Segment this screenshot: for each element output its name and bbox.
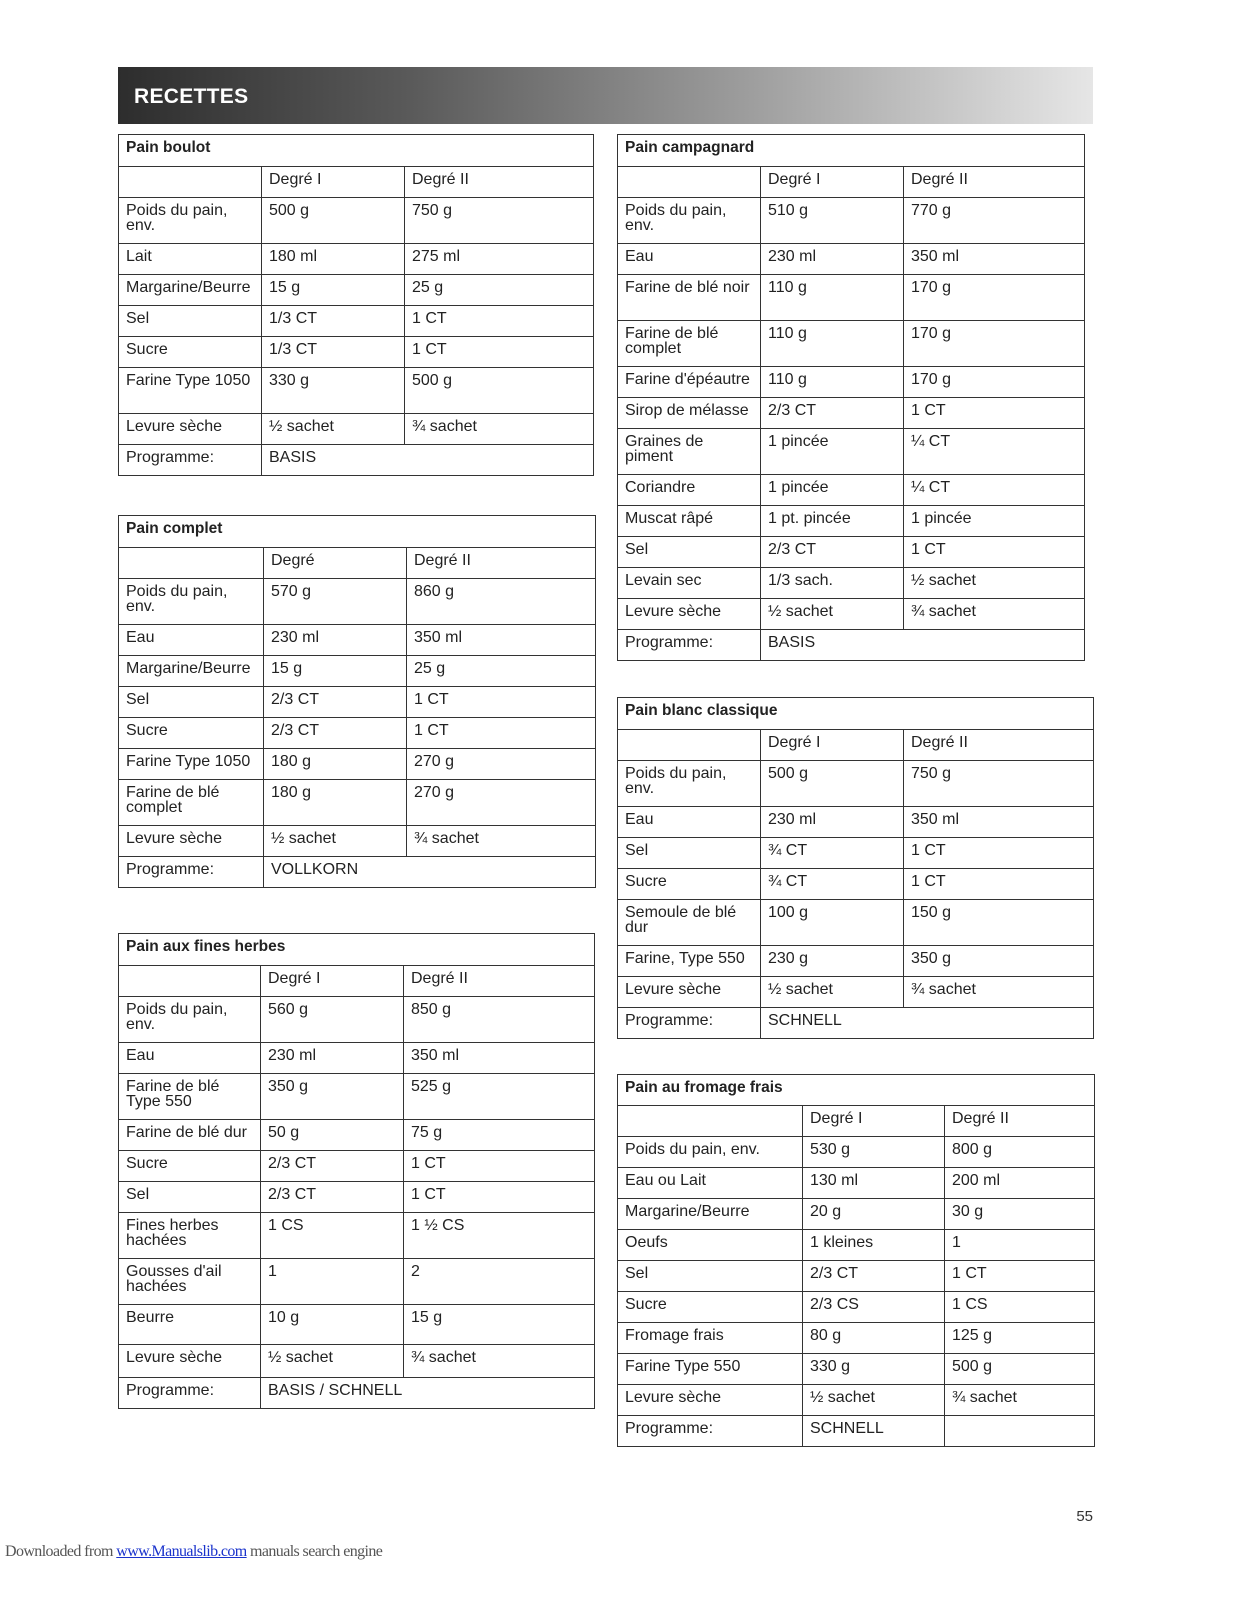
ingredient-qty-degree-1: 15 g [264, 656, 407, 687]
ingredient-row [618, 1199, 1095, 1230]
ingredient-qty-degree-1: ½ sachet [761, 599, 904, 630]
ingredient-row [618, 1261, 1095, 1292]
program-row [618, 1008, 1094, 1039]
ingredient-qty-degree-1: 1 [261, 1259, 404, 1305]
ingredient-qty-degree-2: 170 g [904, 321, 1085, 367]
ingredient-row [618, 838, 1094, 869]
column-header-row [119, 548, 596, 579]
ingredient-qty-degree-1: 80 g [803, 1323, 945, 1354]
header-degree-2: Degré II [407, 548, 596, 579]
ingredient-name: Levure sèche [618, 977, 761, 1008]
ingredient-name: Poids du pain, env. [119, 997, 261, 1043]
ingredient-qty-degree-1: 1 kleines [803, 1230, 945, 1261]
ingredient-qty-degree-1: 350 g [261, 1074, 404, 1120]
ingredient-qty-degree-2: 170 g [904, 275, 1085, 321]
ingredient-row [618, 275, 1085, 321]
ingredient-qty-degree-1: 50 g [261, 1120, 404, 1151]
recipe-title: Pain aux fines herbes [119, 934, 595, 966]
ingredient-name: Poids du pain, env. [618, 198, 761, 244]
ingredient-qty-degree-2: ¼ CT [904, 475, 1085, 506]
recipe-title: Pain complet [119, 516, 596, 548]
ingredient-name: Margarine/Beurre [119, 275, 262, 306]
ingredient-name: Poids du pain, env. [618, 1137, 803, 1168]
ingredient-name: Oeufs [618, 1230, 803, 1261]
ingredient-row [618, 900, 1094, 946]
ingredient-qty-degree-2: 75 g [404, 1120, 595, 1151]
header-degree-1: Degré [264, 548, 407, 579]
recipe-title: Pain au fromage frais [618, 1075, 1095, 1106]
ingredient-qty-degree-2: ¾ sachet [404, 1345, 595, 1378]
ingredient-row [618, 244, 1085, 275]
ingredient-qty-degree-1: 330 g [262, 368, 405, 414]
ingredient-row [618, 198, 1085, 244]
header-degree-2: Degré II [404, 966, 595, 997]
ingredient-qty-degree-1: 500 g [262, 198, 405, 244]
ingredient-name: Farine de blé Type 550 [119, 1074, 261, 1120]
recipe-table-pain-au-fromage-frais [617, 1074, 1095, 1447]
ingredient-row [618, 1385, 1095, 1416]
ingredient-row [119, 1305, 595, 1345]
ingredient-row [119, 749, 596, 780]
ingredient-qty-degree-2: 1 [945, 1230, 1095, 1261]
ingredient-name: Fromage frais [618, 1323, 803, 1354]
ingredient-name: Sucre [119, 1151, 261, 1182]
ingredient-row [618, 761, 1094, 807]
ingredient-qty-degree-1: 110 g [761, 367, 904, 398]
ingredient-name: Muscat râpé [618, 506, 761, 537]
ingredient-qty-degree-2: ¾ sachet [904, 977, 1094, 1008]
ingredient-name: Graines de piment [618, 429, 761, 475]
page-number: 55 [1076, 1508, 1093, 1525]
ingredient-row [618, 1292, 1095, 1323]
ingredient-qty-degree-2: 170 g [904, 367, 1085, 398]
ingredient-qty-degree-1: 1/3 sach. [761, 568, 904, 599]
ingredient-qty-degree-1: 330 g [803, 1354, 945, 1385]
ingredient-row [618, 977, 1094, 1008]
ingredient-name: Farine, Type 550 [618, 946, 761, 977]
ingredient-qty-degree-2: 350 g [904, 946, 1094, 977]
ingredient-qty-degree-2: 1 CT [404, 1151, 595, 1182]
ingredient-qty-degree-2: ¾ sachet [405, 414, 594, 445]
ingredient-row [119, 414, 594, 445]
ingredient-name: Farine Type 550 [618, 1354, 803, 1385]
recipe-table-pain-campagnard [617, 134, 1085, 661]
header-blank-cell [618, 1106, 803, 1137]
ingredient-row [119, 337, 594, 368]
ingredient-qty-degree-1: 2/3 CT [261, 1182, 404, 1213]
program-row [119, 857, 596, 888]
ingredient-name: Sel [119, 1182, 261, 1213]
ingredient-qty-degree-1: ½ sachet [761, 977, 904, 1008]
ingredient-qty-degree-2: 1 CT [904, 869, 1094, 900]
ingredient-qty-degree-2: 350 ml [904, 244, 1085, 275]
header-blank-cell [618, 167, 761, 198]
ingredient-row [119, 275, 594, 306]
ingredient-name: Sirop de mélasse [618, 398, 761, 429]
ingredient-qty-degree-1: 1 CS [261, 1213, 404, 1259]
ingredient-qty-degree-1: ½ sachet [264, 826, 407, 857]
ingredient-qty-degree-1: 230 ml [761, 244, 904, 275]
ingredient-name: Levure sèche [119, 826, 264, 857]
ingredient-qty-degree-1: 1 pincée [761, 429, 904, 475]
ingredient-name: Farine Type 1050 [119, 368, 262, 414]
ingredient-qty-degree-1: 510 g [761, 198, 904, 244]
ingredient-row [119, 625, 596, 656]
ingredient-name: Farine de blé noir [618, 275, 761, 321]
header-degree-1: Degré I [262, 167, 405, 198]
header-degree-1: Degré I [803, 1106, 945, 1137]
header-degree-1: Degré I [761, 730, 904, 761]
header-degree-2: Degré II [945, 1106, 1095, 1137]
ingredient-qty-degree-1: 530 g [803, 1137, 945, 1168]
program-row [618, 1416, 1095, 1447]
ingredient-row [119, 687, 596, 718]
ingredient-qty-degree-1: 2/3 CT [761, 398, 904, 429]
program-label: Programme: [119, 1378, 261, 1409]
ingredient-name: Sucre [119, 718, 264, 749]
program-label: Programme: [119, 445, 262, 476]
ingredient-qty-degree-2: ¾ sachet [904, 599, 1085, 630]
ingredient-row [618, 367, 1085, 398]
ingredient-qty-degree-2: 1 CT [904, 537, 1085, 568]
ingredient-name: Gousses d'ail hachées [119, 1259, 261, 1305]
ingredient-row [618, 807, 1094, 838]
ingredient-qty-degree-2: ¾ sachet [407, 826, 596, 857]
ingredient-row [618, 429, 1085, 475]
ingredient-qty-degree-1: 180 g [264, 780, 407, 826]
footer-prefix: Downloaded from [5, 1543, 117, 1560]
ingredient-name: Sel [618, 537, 761, 568]
column-header-row [618, 1106, 1095, 1137]
ingredient-qty-degree-1: ¾ CT [761, 869, 904, 900]
ingredient-qty-degree-2: 500 g [945, 1354, 1095, 1385]
ingredient-qty-degree-2: 275 ml [405, 244, 594, 275]
program-row [119, 1378, 595, 1409]
ingredient-qty-degree-1: 230 ml [264, 625, 407, 656]
ingredient-qty-degree-2: 1 CT [407, 687, 596, 718]
ingredient-name: Levure sèche [119, 1345, 261, 1378]
ingredient-qty-degree-1: ½ sachet [261, 1345, 404, 1378]
footer-suffix: manuals search engine [246, 1543, 383, 1560]
ingredient-name: Margarine/Beurre [119, 656, 264, 687]
page-title: RECETTES [134, 85, 249, 108]
column-header-row [119, 167, 594, 198]
ingredient-name: Sel [618, 838, 761, 869]
ingredient-qty-degree-2: 1 CT [945, 1261, 1095, 1292]
ingredient-name: Lait [119, 244, 262, 275]
recipe-table-pain-complet [118, 515, 596, 888]
ingredient-row [618, 1137, 1095, 1168]
ingredient-row [618, 946, 1094, 977]
ingredient-name: Eau [119, 1043, 261, 1074]
ingredient-qty-degree-2: 500 g [405, 368, 594, 414]
ingredient-qty-degree-1: 230 ml [261, 1043, 404, 1074]
ingredient-qty-degree-1: 230 g [761, 946, 904, 977]
ingredient-qty-degree-1: 100 g [761, 900, 904, 946]
ingredient-name: Sucre [119, 337, 262, 368]
ingredient-qty-degree-2: 750 g [904, 761, 1094, 807]
header-blank-cell [119, 167, 262, 198]
ingredient-qty-degree-1: 20 g [803, 1199, 945, 1230]
recipe-table-pain-aux-fines-herbes [118, 933, 595, 1409]
ingredient-row [618, 475, 1085, 506]
program-value: SCHNELL [803, 1416, 945, 1447]
ingredient-name: Poids du pain, env. [119, 579, 264, 625]
header-degree-2: Degré II [405, 167, 594, 198]
header-blank-cell [618, 730, 761, 761]
ingredient-qty-degree-2: ¼ CT [904, 429, 1085, 475]
ingredient-row [119, 1120, 595, 1151]
ingredient-qty-degree-2: 25 g [405, 275, 594, 306]
ingredient-row [119, 780, 596, 826]
ingredient-row [119, 997, 595, 1043]
ingredient-name: Eau ou Lait [618, 1168, 803, 1199]
program-label: Programme: [618, 1416, 803, 1447]
ingredient-row [618, 321, 1085, 367]
ingredient-qty-degree-1: 10 g [261, 1305, 404, 1345]
ingredient-name: Poids du pain, env. [119, 198, 262, 244]
ingredient-qty-degree-2: 30 g [945, 1199, 1095, 1230]
ingredient-qty-degree-1: 560 g [261, 997, 404, 1043]
ingredient-qty-degree-1: 230 ml [761, 807, 904, 838]
ingredient-qty-degree-2: 125 g [945, 1323, 1095, 1354]
ingredient-qty-degree-2: ½ sachet [904, 568, 1085, 599]
ingredient-qty-degree-1: 1 pincée [761, 475, 904, 506]
ingredient-qty-degree-1: 1 pt. pincée [761, 506, 904, 537]
ingredient-qty-degree-2: 270 g [407, 749, 596, 780]
recipe-table-pain-boulot [118, 134, 594, 476]
header-degree-1: Degré I [761, 167, 904, 198]
ingredient-name: Levure sèche [119, 414, 262, 445]
ingredient-row [618, 506, 1085, 537]
ingredient-qty-degree-2: 270 g [407, 780, 596, 826]
ingredient-qty-degree-2: 800 g [945, 1137, 1095, 1168]
ingredient-qty-degree-1: 500 g [761, 761, 904, 807]
header-degree-1: Degré I [261, 966, 404, 997]
ingredient-qty-degree-1: 2/3 CT [761, 537, 904, 568]
program-value: BASIS [262, 445, 594, 476]
ingredient-row [119, 718, 596, 749]
ingredient-row [119, 1043, 595, 1074]
ingredient-name: Sucre [618, 869, 761, 900]
ingredient-name: Sel [119, 306, 262, 337]
ingredient-name: Farine de blé dur [119, 1120, 261, 1151]
ingredient-qty-degree-1: ¾ CT [761, 838, 904, 869]
ingredient-qty-degree-1: 570 g [264, 579, 407, 625]
ingredient-name: Beurre [119, 1305, 261, 1345]
ingredient-qty-degree-2: 150 g [904, 900, 1094, 946]
recipe-table-pain-blanc-classique [617, 697, 1094, 1039]
ingredient-name: Eau [119, 625, 264, 656]
ingredient-row [119, 198, 594, 244]
ingredient-name: Poids du pain, env. [618, 761, 761, 807]
recipe-title: Pain campagnard [618, 135, 1085, 167]
ingredient-qty-degree-2: 350 ml [404, 1043, 595, 1074]
ingredient-row [618, 398, 1085, 429]
ingredient-qty-degree-2: 1 CT [904, 838, 1094, 869]
manualslib-link[interactable]: www.Manualslib.com [116, 1543, 247, 1560]
ingredient-name: Sel [119, 687, 264, 718]
ingredient-qty-degree-2: 1 CT [405, 306, 594, 337]
ingredient-name: Margarine/Beurre [618, 1199, 803, 1230]
ingredient-qty-degree-1: 110 g [761, 275, 904, 321]
ingredient-qty-degree-1: 180 ml [262, 244, 405, 275]
recipe-title: Pain blanc classique [618, 698, 1094, 730]
ingredient-row [119, 1213, 595, 1259]
header-degree-2: Degré II [904, 730, 1094, 761]
ingredient-row [618, 1354, 1095, 1385]
ingredient-row [119, 368, 594, 414]
ingredient-qty-degree-1: 2/3 CT [803, 1261, 945, 1292]
ingredient-qty-degree-2: 1 ½ CS [404, 1213, 595, 1259]
section-header-bar [118, 67, 1093, 124]
ingredient-qty-degree-2: ¾ sachet [945, 1385, 1095, 1416]
ingredient-qty-degree-1: 2/3 CT [264, 687, 407, 718]
ingredient-qty-degree-1: ½ sachet [262, 414, 405, 445]
ingredient-row [618, 1323, 1095, 1354]
column-header-row [618, 730, 1094, 761]
ingredient-row [618, 599, 1085, 630]
ingredient-row [119, 826, 596, 857]
ingredient-name: Farine Type 1050 [119, 749, 264, 780]
ingredient-qty-degree-2: 350 ml [904, 807, 1094, 838]
ingredient-qty-degree-1: 2/3 CT [261, 1151, 404, 1182]
ingredient-row [618, 568, 1085, 599]
ingredient-row [119, 306, 594, 337]
ingredient-qty-degree-2: 750 g [405, 198, 594, 244]
ingredient-qty-degree-2: 1 CS [945, 1292, 1095, 1323]
ingredient-name: Coriandre [618, 475, 761, 506]
ingredient-name: Levain sec [618, 568, 761, 599]
ingredient-row [618, 869, 1094, 900]
program-row [119, 445, 594, 476]
ingredient-qty-degree-2: 200 ml [945, 1168, 1095, 1199]
program-label: Programme: [618, 1008, 761, 1039]
ingredient-row [618, 1168, 1095, 1199]
ingredient-qty-degree-2: 2 [404, 1259, 595, 1305]
ingredient-qty-degree-2: 525 g [404, 1074, 595, 1120]
ingredient-qty-degree-1: 110 g [761, 321, 904, 367]
program-label: Programme: [119, 857, 264, 888]
ingredient-qty-degree-2: 350 ml [407, 625, 596, 656]
ingredient-name: Semoule de blé dur [618, 900, 761, 946]
ingredient-qty-degree-1: 130 ml [803, 1168, 945, 1199]
ingredient-qty-degree-1: 2/3 CT [264, 718, 407, 749]
ingredient-row [119, 656, 596, 687]
header-blank-cell [119, 548, 264, 579]
ingredient-qty-degree-2: 15 g [404, 1305, 595, 1345]
ingredient-row [119, 1151, 595, 1182]
ingredient-name: Eau [618, 244, 761, 275]
ingredient-name: Sucre [618, 1292, 803, 1323]
ingredient-row [618, 537, 1085, 568]
column-header-row [618, 167, 1085, 198]
ingredient-qty-degree-2: 850 g [404, 997, 595, 1043]
program-value: BASIS [761, 630, 1085, 661]
ingredient-qty-degree-2: 1 CT [404, 1182, 595, 1213]
ingredient-qty-degree-2: 770 g [904, 198, 1085, 244]
download-footer [5, 1543, 382, 1561]
program-value: VOLLKORN [264, 857, 596, 888]
ingredient-qty-degree-1: 180 g [264, 749, 407, 780]
column-header-row [119, 966, 595, 997]
ingredient-qty-degree-2: 1 CT [407, 718, 596, 749]
ingredient-name: Farine de blé complet [119, 780, 264, 826]
program-value: SCHNELL [761, 1008, 1094, 1039]
ingredient-name: Levure sèche [618, 1385, 803, 1416]
ingredient-qty-degree-2: 1 CT [904, 398, 1085, 429]
ingredient-qty-degree-2: 1 CT [405, 337, 594, 368]
ingredient-row [119, 1182, 595, 1213]
header-blank-cell [119, 966, 261, 997]
ingredient-name: Fines herbes hachées [119, 1213, 261, 1259]
ingredient-row [119, 579, 596, 625]
program-row [618, 630, 1085, 661]
program-label: Programme: [618, 630, 761, 661]
recipe-title: Pain boulot [119, 135, 594, 167]
ingredient-qty-degree-1: 15 g [262, 275, 405, 306]
ingredient-row [119, 1074, 595, 1120]
program-value: BASIS / SCHNELL [261, 1378, 595, 1409]
ingredient-qty-degree-2: 1 pincée [904, 506, 1085, 537]
ingredient-qty-degree-1: 2/3 CS [803, 1292, 945, 1323]
ingredient-name: Sel [618, 1261, 803, 1292]
ingredient-qty-degree-2: 860 g [407, 579, 596, 625]
ingredient-qty-degree-1: ½ sachet [803, 1385, 945, 1416]
ingredient-name: Farine d'épéautre [618, 367, 761, 398]
ingredient-row [119, 244, 594, 275]
ingredient-qty-degree-1: 1/3 CT [262, 337, 405, 368]
ingredient-row [119, 1345, 595, 1378]
ingredient-name: Eau [618, 807, 761, 838]
ingredient-qty-degree-2: 25 g [407, 656, 596, 687]
ingredient-row [618, 1230, 1095, 1261]
ingredient-name: Farine de blé complet [618, 321, 761, 367]
ingredient-qty-degree-1: 1/3 CT [262, 306, 405, 337]
program-empty-cell [945, 1416, 1095, 1447]
ingredient-name: Levure sèche [618, 599, 761, 630]
header-degree-2: Degré II [904, 167, 1085, 198]
ingredient-row [119, 1259, 595, 1305]
